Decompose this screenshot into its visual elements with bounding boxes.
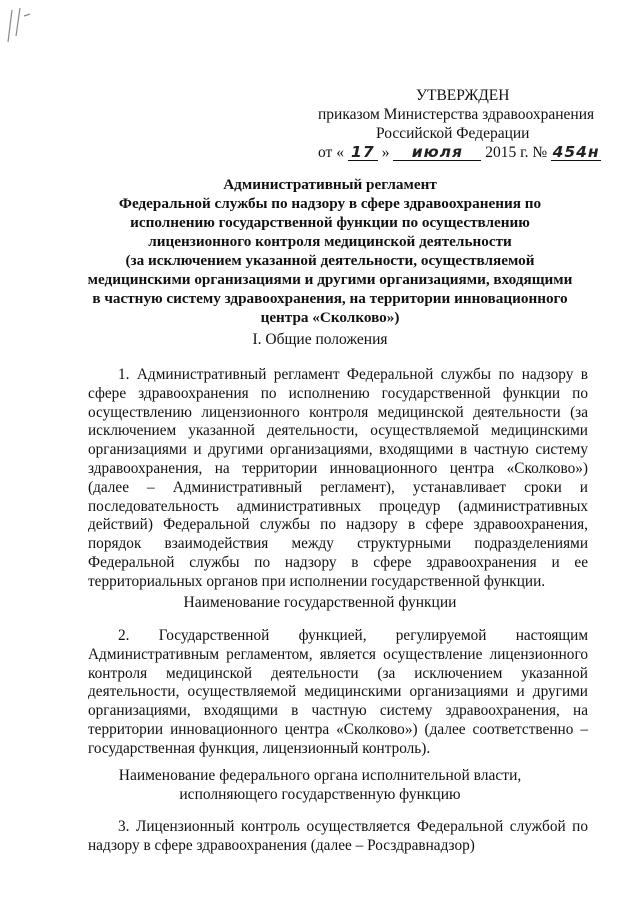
approval-title: УТВЕРЖДЕН <box>416 87 510 104</box>
date-month: июля <box>393 145 481 161</box>
paragraph-2 <box>88 627 588 759</box>
date-prefix: от « <box>318 144 344 161</box>
heading-federal-body-line2: исполняющего государственную функцию <box>179 786 461 803</box>
heading-federal-body-line1: Наименование федерального органа исполнительной власти, <box>118 767 522 784</box>
title-line: Федеральной службы по надзору в сфере здравоохранения по <box>118 195 542 212</box>
paragraph-3-text: 3. Лицензионный контроль осуществляется Федеральной службой по надзору в сфере здравоохранения (далее – Росздравнадзор) <box>88 818 588 854</box>
title-line: медицинскими организациями и другими организациями, входящими <box>87 271 573 288</box>
title-line: Административный регламент <box>223 176 437 193</box>
title-line: центра «Сколково») <box>260 309 400 326</box>
title-line: в частную систему здравоохранения, на территории инновационного <box>92 290 568 307</box>
title-line: исполнению государственной функции по осуществлению <box>130 214 530 231</box>
date-sep: » <box>381 144 390 161</box>
order-number: 454н <box>552 143 600 161</box>
paragraph-1-text: 1. Административный регламент Федеральной службы по надзору в сфере здравоохранения по исполнению государственной функции по осуществлению лицензионного контроля медицинской деятельности (за исключением указанной деятельности, осуществляемой медицинскими организациями и другими организациями, входящими в частную систему здравоохранения, на территории инновационного центра «Сколково») (далее – Административный регламент), устанавливает сроки и последовательность административных процедур (административных действий) Федеральной службы по надзору в сфере здравоохранения, порядок взаимодействия между структурными подразделениями Федеральной службы по надзору в сфере здравоохранения и ее территориальных органов при исполнении государственной функции. <box>88 366 588 590</box>
approval-order-line: приказом Министерства здравоохранения <box>318 106 595 123</box>
date-day: 17 <box>348 145 378 161</box>
paragraph-2-text: 2. Государственной функцией, регулируемой настоящим Административным регламентом, является осуществление лицензионного контроля медицинской деятельности (за исключением указанной деятельности, осуществляемой медицинскими организациями и другими организациями, входящими в частную систему здравоохранения, на территории инновационного центра «Сколково») (далее соответственно – государственная функция, лицензионный контроль). <box>88 627 588 757</box>
scan-mark <box>4 6 32 46</box>
section-heading-general: I. Общие положения <box>252 331 388 348</box>
paragraph-1 <box>88 366 588 592</box>
approval-block <box>316 86 606 162</box>
paragraph-3 <box>88 818 588 856</box>
date-year: 2015 г. № <box>485 144 548 161</box>
approval-country-line: Российской Федерации <box>376 125 530 142</box>
title-line: (за исключением указанной деятельности, осуществляемой <box>125 252 535 269</box>
title-line: лицензионного контроля медицинской деятельности <box>148 233 512 250</box>
heading-function-name: Наименование государственной функции <box>183 594 457 611</box>
approval-date-line <box>318 143 606 162</box>
regulation-title <box>80 175 580 327</box>
